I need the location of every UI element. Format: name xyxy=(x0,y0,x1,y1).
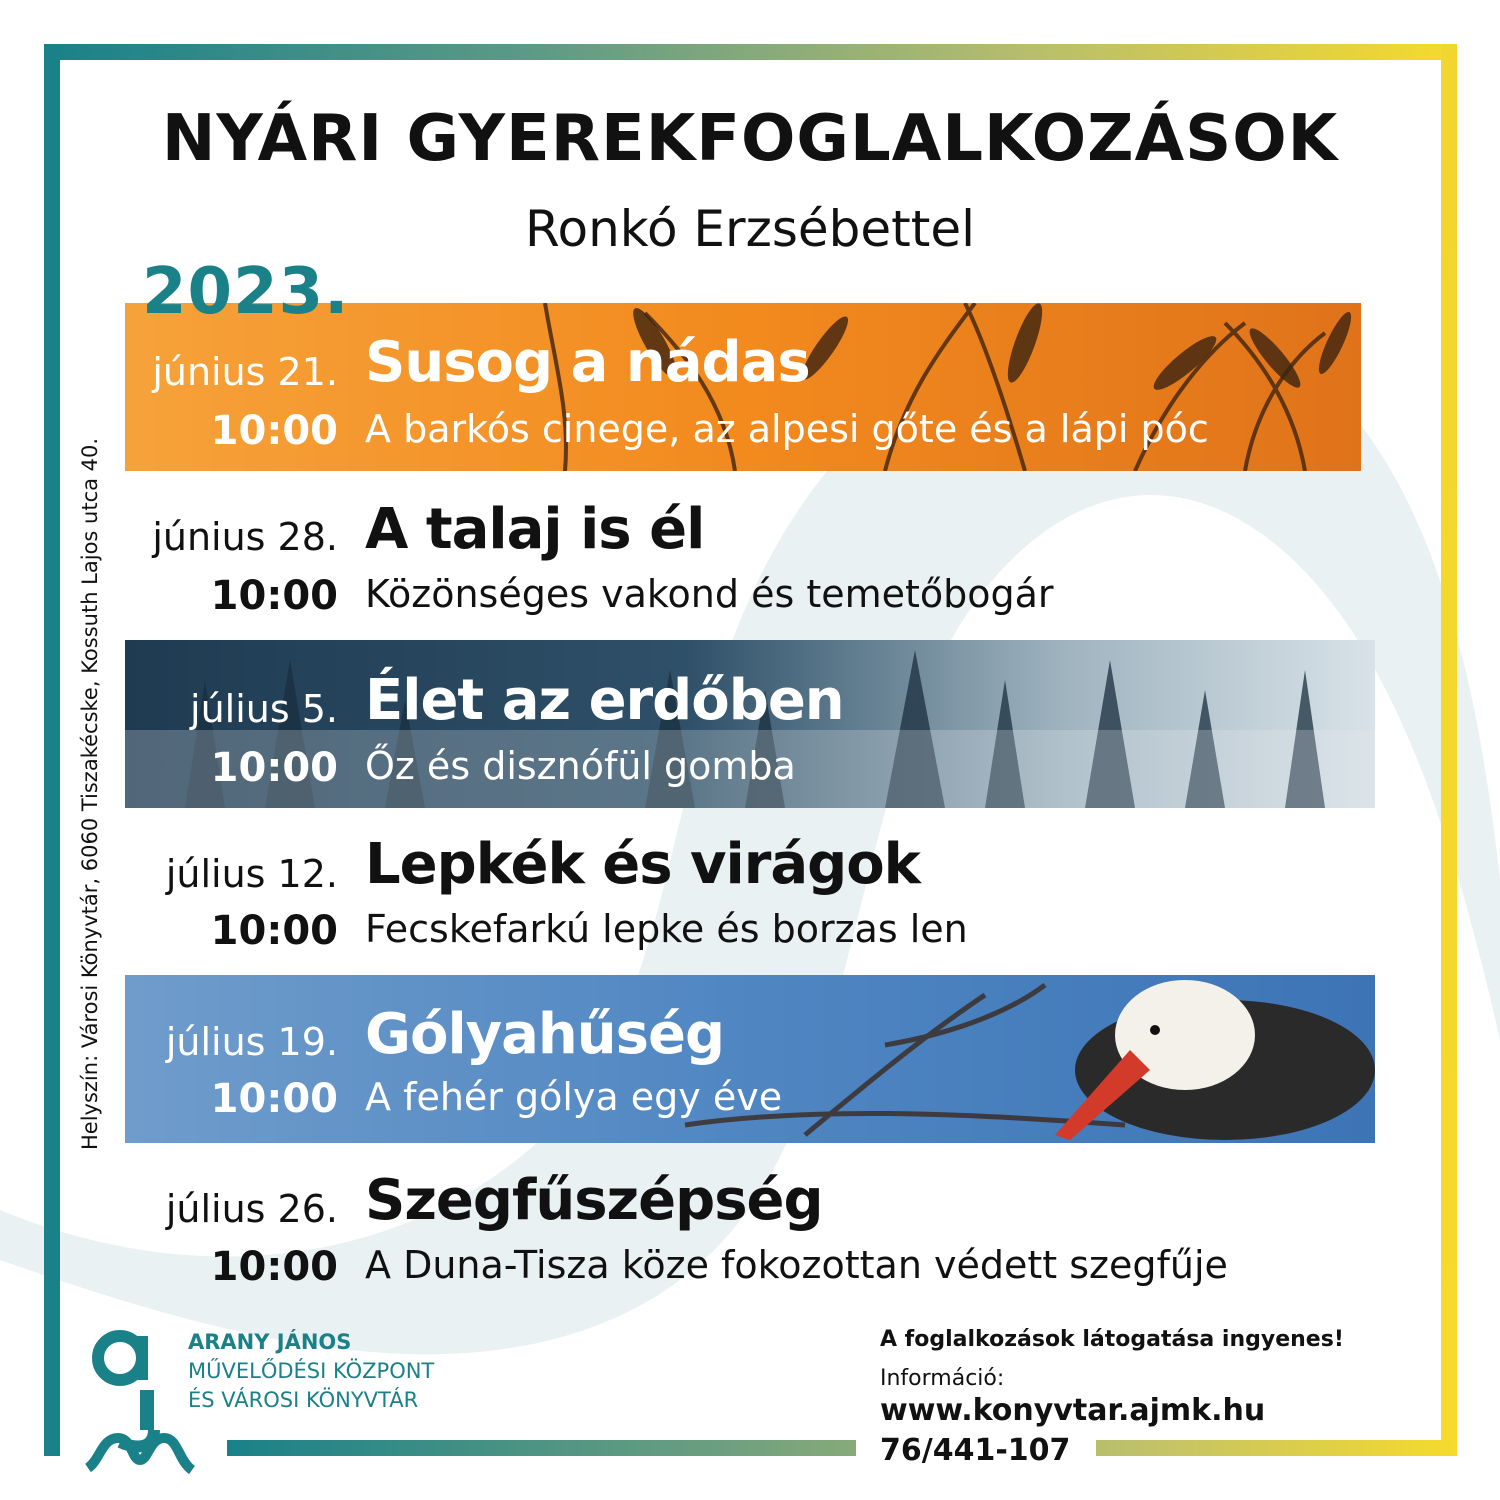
frame-left xyxy=(44,44,60,1456)
event-date: július 19. xyxy=(165,1020,338,1064)
event-date: július 12. xyxy=(165,852,338,896)
event-time: 10:00 xyxy=(210,1076,338,1122)
event-title: Élet az erdőben xyxy=(365,668,844,733)
event-subtitle: Fecskefarkú lepke és borzas len xyxy=(365,907,968,951)
phone-number[interactable]: 76/441-107 xyxy=(880,1433,1071,1468)
event-subtitle: A fehér gólya egy éve xyxy=(365,1075,783,1119)
event-time: 10:00 xyxy=(210,573,338,619)
logo-line-1: ARANY JÁNOS xyxy=(188,1330,352,1354)
event-time: 10:00 xyxy=(210,408,338,454)
event-date: július 26. xyxy=(165,1187,338,1231)
frame-top xyxy=(44,44,1457,60)
ajm-logo-icon xyxy=(80,1320,200,1485)
event-date: június 28. xyxy=(152,515,338,559)
event-date: július 5. xyxy=(190,687,338,731)
event-time: 10:00 xyxy=(210,908,338,954)
free-admission-note: A foglalkozások látogatása ingyenes! xyxy=(880,1327,1344,1352)
event-title: Szegfűszépség xyxy=(365,1168,823,1233)
event-subtitle: A barkós cinege, az alpesi gőte és a lápi póc xyxy=(365,407,1209,451)
frame-right xyxy=(1441,44,1457,1456)
location-text: Helyszín: Városi Könyvtár, 6060 Tiszakécske, Kossuth Lajos utca 40. xyxy=(78,437,102,1150)
event-subtitle: A Duna-Tisza köze fokozottan védett szegfűje xyxy=(365,1243,1228,1287)
page-subtitle: Ronkó Erzsébettel xyxy=(525,200,975,258)
event-subtitle: Őz és disznófül gomba xyxy=(365,744,796,788)
info-label: Információ: xyxy=(880,1366,1005,1391)
event-title: A talaj is él xyxy=(365,497,705,562)
event-time: 10:00 xyxy=(210,1244,338,1290)
page-title: NYÁRI GYEREKFOGLALKOZÁSOK xyxy=(161,102,1339,176)
logo-line-2: MŰVELŐDÉSI KÖZPONT xyxy=(188,1359,435,1383)
event-date: június 21. xyxy=(152,350,338,394)
website-link[interactable]: www.konyvtar.ajmk.hu xyxy=(880,1393,1266,1428)
logo-line-3: ÉS VÁROSI KÖNYVTÁR xyxy=(188,1388,419,1412)
event-title: Susog a nádas xyxy=(365,330,810,395)
event-title: Gólyahűség xyxy=(365,1002,725,1067)
event-time: 10:00 xyxy=(210,745,338,791)
event-title: Lepkék és virágok xyxy=(365,832,920,897)
event-subtitle: Közönséges vakond és temetőbogár xyxy=(365,572,1054,616)
year-label: 2023. xyxy=(142,255,350,329)
frame-bottom xyxy=(227,1440,1457,1456)
